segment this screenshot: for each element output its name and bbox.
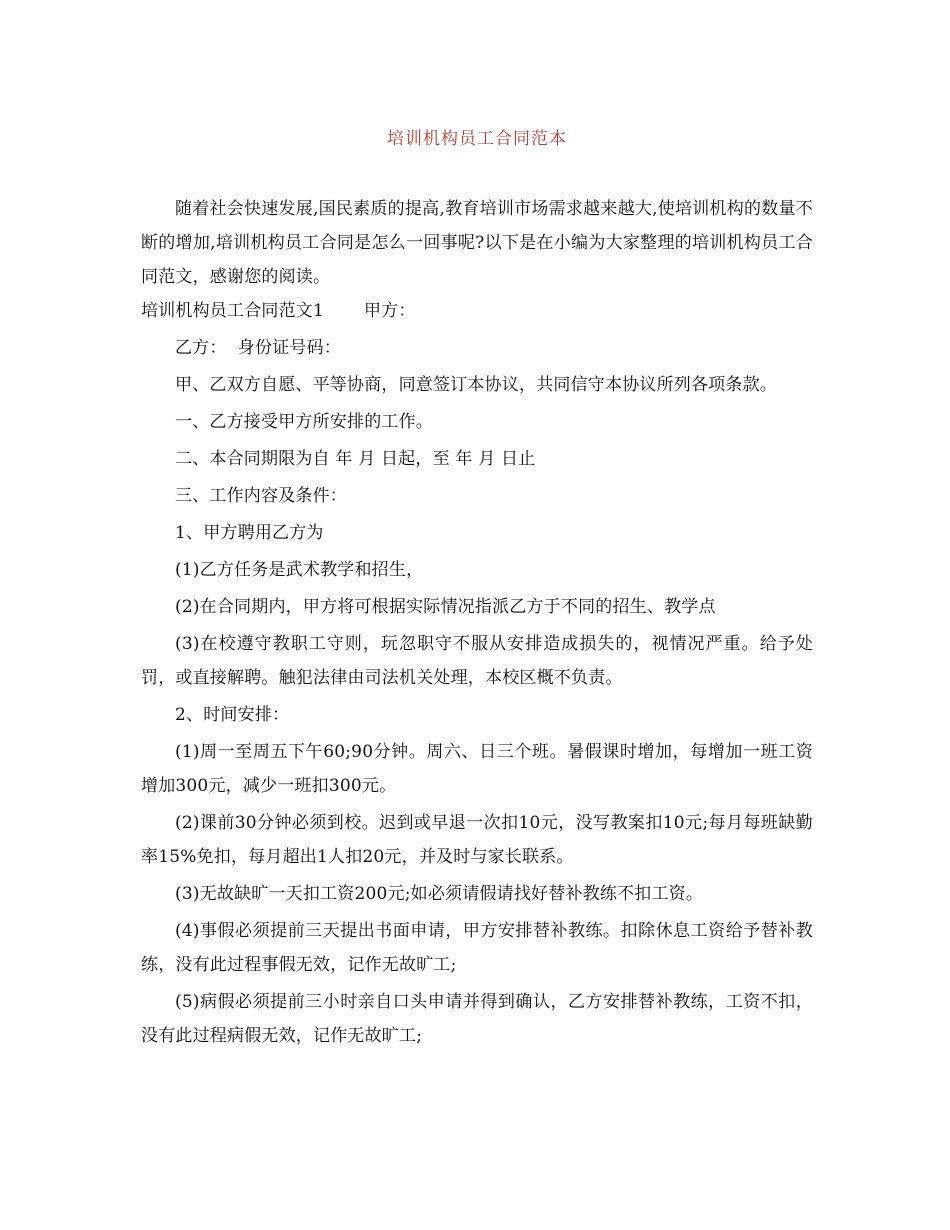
item-2-1: (1)周一至周五下午60;90分钟。周六、日三个班。暑假课时增加，每增加一班工资增加300元，减少一班扣300元。 — [141, 742, 813, 796]
section-heading: 培训机构员工合同范文1 — [141, 301, 325, 321]
document-title: 培训机构员工合同范本 — [387, 129, 567, 149]
item-2-2: (2)课前30分钟必须到校。迟到或早退一次扣10元，没写教案扣10元;每月每班缺勤率15%免扣，每月超出1人扣20元，并及时与家长联系。 — [141, 813, 813, 867]
item-1-1: (1)乙方任务是武术教学和招生， — [175, 560, 424, 580]
section-heading-line — [141, 294, 813, 328]
item-2: 2、时间安排： — [175, 705, 290, 725]
document-body — [141, 192, 813, 1053]
item-2-5: (5)病假必须提前三小时亲自口头申请并得到确认，乙方安排替补教练，工资不扣，没有此过程病假无效，记作无故旷工; — [141, 992, 813, 1046]
party-b-line: 乙方： 身份证号码： — [175, 338, 342, 358]
party-a-label: 甲方： — [364, 301, 416, 321]
intro-paragraph: 随着社会快速发展,国民素质的提高,教育培训市场需求越来越大,使培训机构的数量不断的增加,培训机构员工合同是怎么一回事呢?以下是在小编为大家整理的培训机构员工合同范文，感谢您的阅读。 — [141, 199, 813, 287]
clause-3: 三、工作内容及条件： — [175, 486, 347, 506]
item-2-3: (3)无故缺旷一天扣工资200元;如必须请假请找好替补教练不扣工资。 — [175, 884, 704, 904]
clause-1: 一、乙方接受甲方所安排的工作。 — [175, 412, 433, 432]
agreement-paragraph: 甲、乙双方自愿、平等协商，同意签订本协议，共同信守本协议所列各项条款。 — [175, 375, 777, 395]
item-1: 1、甲方聘用乙方为 — [175, 523, 324, 543]
item-1-3: (3)在校遵守教职工守则，玩忽职守不服从安排造成损失的，视情况严重。给予处罚，或直接解聘。触犯法律由司法机关处理，本校区概不负责。 — [141, 634, 813, 688]
clause-2: 二、本合同期限为自 年 月 日起，至 年 月 日止 — [175, 449, 536, 469]
item-2-4: (4)事假必须提前三天提出书面申请，甲方安排替补教练。扣除休息工资给予替补教练，没有此过程事假无效，记作无故旷工; — [141, 921, 813, 975]
item-1-2: (2)在合同期内，甲方将可根据实际情况指派乙方于不同的招生、教学点 — [175, 597, 716, 617]
